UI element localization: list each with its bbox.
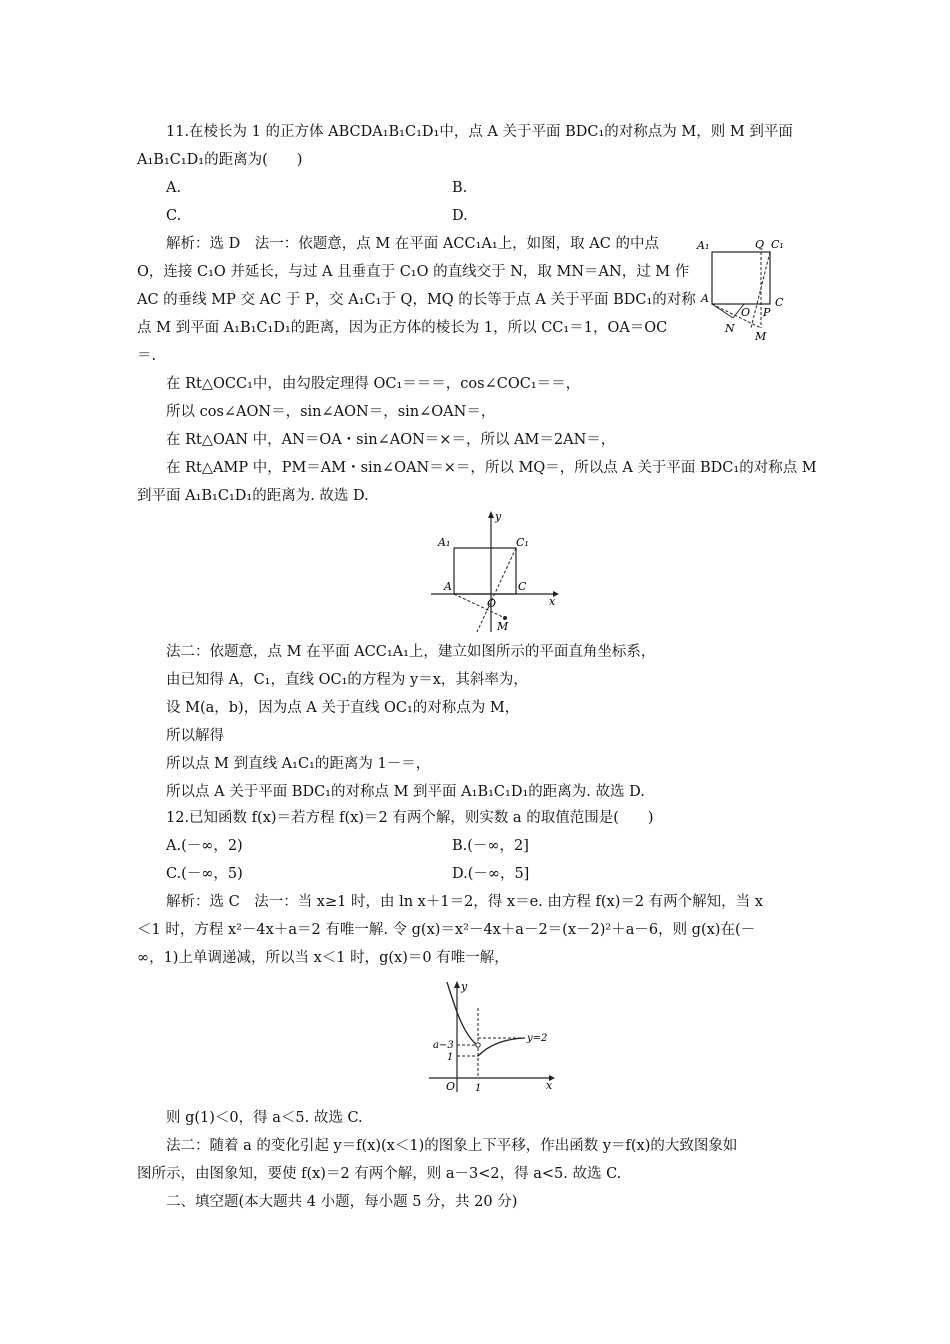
q12-method2-line: 图所示，由图象知，要使 f(x)＝2 有两个解，则 a－3<2，得 a<5. 故选 C. (137, 1166, 622, 1182)
label-a-minus-3: a−3 (433, 1040, 454, 1051)
q11-option-a: A. (166, 180, 182, 196)
label-c: C (518, 580, 527, 593)
q11-solution-line: 在 Rt△AMP 中，PM＝AM・sin∠OAN＝×＝，所以 MQ＝，所以点 A 关于平面 BDC₁的对称点 M (166, 460, 817, 476)
q11-method2-line: 所以点 M 到直线 A₁C₁的距离为 1－＝， (166, 756, 431, 772)
label-x-1: 1 (475, 1083, 482, 1094)
q11-solution-line: 在 Rt△OCC₁中，由勾股定理得 OC₁＝＝＝，cos∠COC₁＝＝， (166, 376, 581, 392)
q11-method2-line: 设 M(a，b)，因为点 A 关于直线 OC₁的对称点为 M， (166, 700, 520, 716)
segment-am (454, 594, 505, 618)
q11-coordinate-diagram (425, 508, 560, 636)
q11-solution-line: 解析：选 D 法一：依题意，点 M 在平面 ACC₁A₁上，如图，取 AC 的中点 (166, 236, 659, 252)
q12-solution-conclusion: 则 g(1)＜0，得 a＜5. 故选 C. (166, 1110, 363, 1126)
segment-an (712, 304, 733, 318)
q11-section-diagram (695, 236, 795, 344)
q11-method2-line: 法二：依题意，点 M 在平面 ACC₁A₁上，建立如图所示的平面直角坐标系， (166, 644, 656, 660)
label-m: M (755, 330, 767, 343)
q11-option-b: B. (452, 180, 468, 196)
q11-solution-line: 到平面 A₁B₁C₁D₁的距离为. 故选 D. (137, 488, 369, 504)
q11-method2-line: 所以点 A 关于平面 BDC₁的对称点 M 到平面 A₁B₁C₁D₁的距离为. 故选 D. (166, 784, 645, 800)
q11-method2-line: 由已知得 A，C₁，直线 OC₁的方程为 y＝x，其斜率为， (166, 672, 528, 688)
q12-solution-line: ∞，1)上单调递减，所以当 x＜1 时，g(x)＝0 有唯一解， (137, 950, 509, 966)
label-m: M (497, 620, 509, 633)
q12-method2-line: 法二：随着 a 的变化引起 y＝f(x)(x＜1)的图象上下平移，作出函数 y＝f(x)的大致图象如 (166, 1138, 738, 1154)
q11-solution-line: O，连接 C₁O 并延长，与过 A 且垂直于 C₁O 的直线交于 N，取 MN＝AN，过 M 作 (137, 264, 690, 280)
q12-option-a: A.(－∞，2) (166, 838, 243, 854)
label-1: 1 (447, 1052, 454, 1063)
label-a1: A₁ (697, 239, 710, 252)
q11-method2-line: 所以解得 (166, 728, 224, 744)
label-x: x (549, 595, 556, 608)
q11-solution-line: 在 Rt△OAN 中，AN＝OA・sin∠AON＝×＝，所以 AM＝2AN＝， (166, 432, 616, 448)
log-branch (478, 1038, 525, 1056)
label-c1: C₁ (771, 238, 784, 251)
q12-option-b: B.(－∞，2] (452, 838, 529, 854)
q12-solution-line: ＜1 时，方程 x²－4x＋a＝2 有唯一解. 令 g(x)＝x²－4x＋a－2＝(x－2)²＋a－6，则 g(x)在(－ (137, 922, 756, 938)
label-x: x (546, 1079, 553, 1092)
y-axis-arrow-icon (488, 511, 494, 518)
q12-option-c: C.(－∞，5) (166, 866, 243, 882)
label-a: A (701, 292, 709, 305)
q11-solution-line: 所以 cos∠AON＝，sin∠AON＝，sin∠OAN＝， (166, 404, 496, 420)
q11-stem-line2: A₁B₁C₁D₁的距离为( ) (137, 152, 303, 168)
q11-solution-line: AC 的垂线 MP 交 AC 于 P，交 A₁C₁于 Q，MQ 的长等于点 A 关于平面 BDC₁的对称 (137, 292, 696, 308)
label-n: N (725, 322, 735, 335)
label-c: C (775, 296, 784, 309)
label-y-equals-2: y=2 (527, 1033, 548, 1044)
square-a1acc1 (454, 548, 516, 594)
label-o: O (741, 306, 751, 319)
q12-stem: 12.已知函数 f(x)＝若方程 f(x)＝2 有两个解，则实数 a 的取值范围是( ) (166, 810, 654, 826)
q12-solution-line: 解析：选 C 法一：当 x≥1 时，由 ln x＋1＝2，得 x＝e. 由方程 f(x)＝2 有两个解知，当 x (166, 894, 763, 910)
q11-option-c: C. (166, 208, 182, 224)
label-a: A (444, 580, 452, 593)
label-y: y (461, 980, 468, 993)
open-point (476, 1043, 480, 1047)
q11-solution-line: ＝. (137, 348, 157, 364)
label-p: P (763, 306, 771, 319)
label-o: O (487, 597, 497, 610)
q12-function-graph (425, 978, 565, 1096)
q11-option-d: D. (452, 208, 468, 224)
q12-option-d: D.(－∞，5] (452, 866, 530, 882)
q11-stem-line1: 11.在棱长为 1 的正方体 ABCDA₁B₁C₁D₁中，点 A 关于平面 BDC₁的对称点为 M，则 M 到平面 (166, 124, 793, 140)
q11-solution-line: 点 M 到平面 A₁B₁C₁D₁的距离，因为正方体的棱长为 1，所以 CC₁＝1，OA＝OC (137, 320, 668, 336)
section-heading: 二、填空题(本大题共 4 小题，每小题 5 分，共 20 分) (166, 1194, 518, 1210)
label-q: Q (755, 238, 765, 251)
y-axis-arrow-icon (454, 981, 460, 988)
label-c1: C₁ (516, 536, 529, 549)
label-o: O (446, 1080, 456, 1093)
label-a1: A₁ (438, 536, 451, 549)
label-y: y (495, 510, 502, 523)
